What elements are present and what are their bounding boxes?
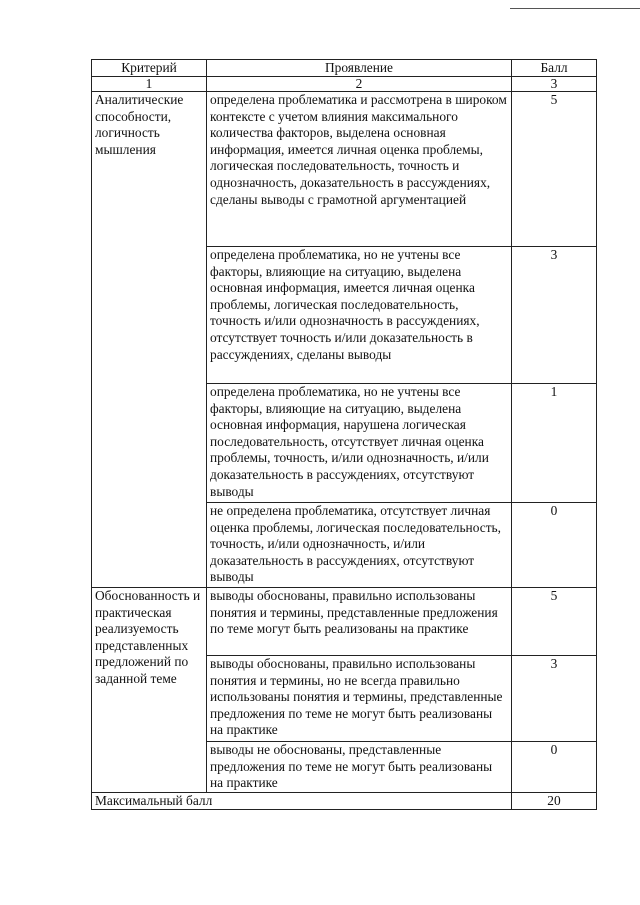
manifestation-cell: определена проблематика, но не учтены все факторы, влияющие на ситуацию, выделена основная информация, имеется личная оценка проблемы, логическая последовательность, точность и/или однозначность в рассуждениях, отсутствует точность и/или доказательность в рассуждениях, сделаны выводы xyxy=(207,247,512,384)
manifestation-cell: определена проблематика и рассмотрена в широком контексте с учетом влияния максимального количества факторов, выделена основная информация, имеется личная оценка проблемы, логическая последовательность, точность и однозначность, доказательность в рассуждениях, сделаны выводы с грамотной аргументацией xyxy=(207,92,512,247)
score-cell: 3 xyxy=(512,247,597,384)
criteria-table xyxy=(91,59,597,810)
scan-corner-line xyxy=(510,8,640,9)
table-row xyxy=(92,588,597,656)
header-row xyxy=(92,60,597,77)
score-cell: 1 xyxy=(512,384,597,503)
total-row xyxy=(92,793,597,810)
manifestation-cell: выводы обоснованы, правильно использованы понятия и термины, представленные предложения по теме могут быть реализованы на практике xyxy=(207,588,512,656)
header-criterion: Критерий xyxy=(92,60,207,77)
score-cell: 0 xyxy=(512,742,597,793)
criterion-name: Аналитические способности, логичность мышления xyxy=(92,92,207,588)
manifestation-cell: выводы обоснованы, правильно использованы понятия и термины, но не всегда правильно использованы понятия и термины, представленные предложения по теме не могут быть реализованы на практике xyxy=(207,656,512,742)
total-label: Максимальный балл xyxy=(92,793,512,810)
column-number-2: 2 xyxy=(207,77,512,92)
manifestation-cell: определена проблематика, но не учтены все факторы, влияющие на ситуацию, выделена основная информация, нарушена логическая последовательность, отсутствует личная оценка проблемы, точность, и/или однозначность, и/или доказательность в рассуждениях, отсутствуют выводы xyxy=(207,384,512,503)
table-row xyxy=(92,92,597,247)
column-number-1: 1 xyxy=(92,77,207,92)
score-cell: 5 xyxy=(512,92,597,247)
column-number-3: 3 xyxy=(512,77,597,92)
criterion-name: Обоснованность и практическая реализуемость представленных предложений по заданной теме xyxy=(92,588,207,793)
header-manifestation: Проявление xyxy=(207,60,512,77)
score-cell: 5 xyxy=(512,588,597,656)
header-score: Балл xyxy=(512,60,597,77)
total-score: 20 xyxy=(512,793,597,810)
manifestation-cell: выводы не обоснованы, представленные предложения по теме не могут быть реализованы на практике xyxy=(207,742,512,793)
manifestation-cell: не определена проблематика, отсутствует личная оценка проблемы, логическая последовательность, точность, и/или однозначность, и/или доказательность в рассуждениях, отсутствуют выводы xyxy=(207,503,512,588)
column-number-row xyxy=(92,77,597,92)
score-cell: 0 xyxy=(512,503,597,588)
score-cell: 3 xyxy=(512,656,597,742)
